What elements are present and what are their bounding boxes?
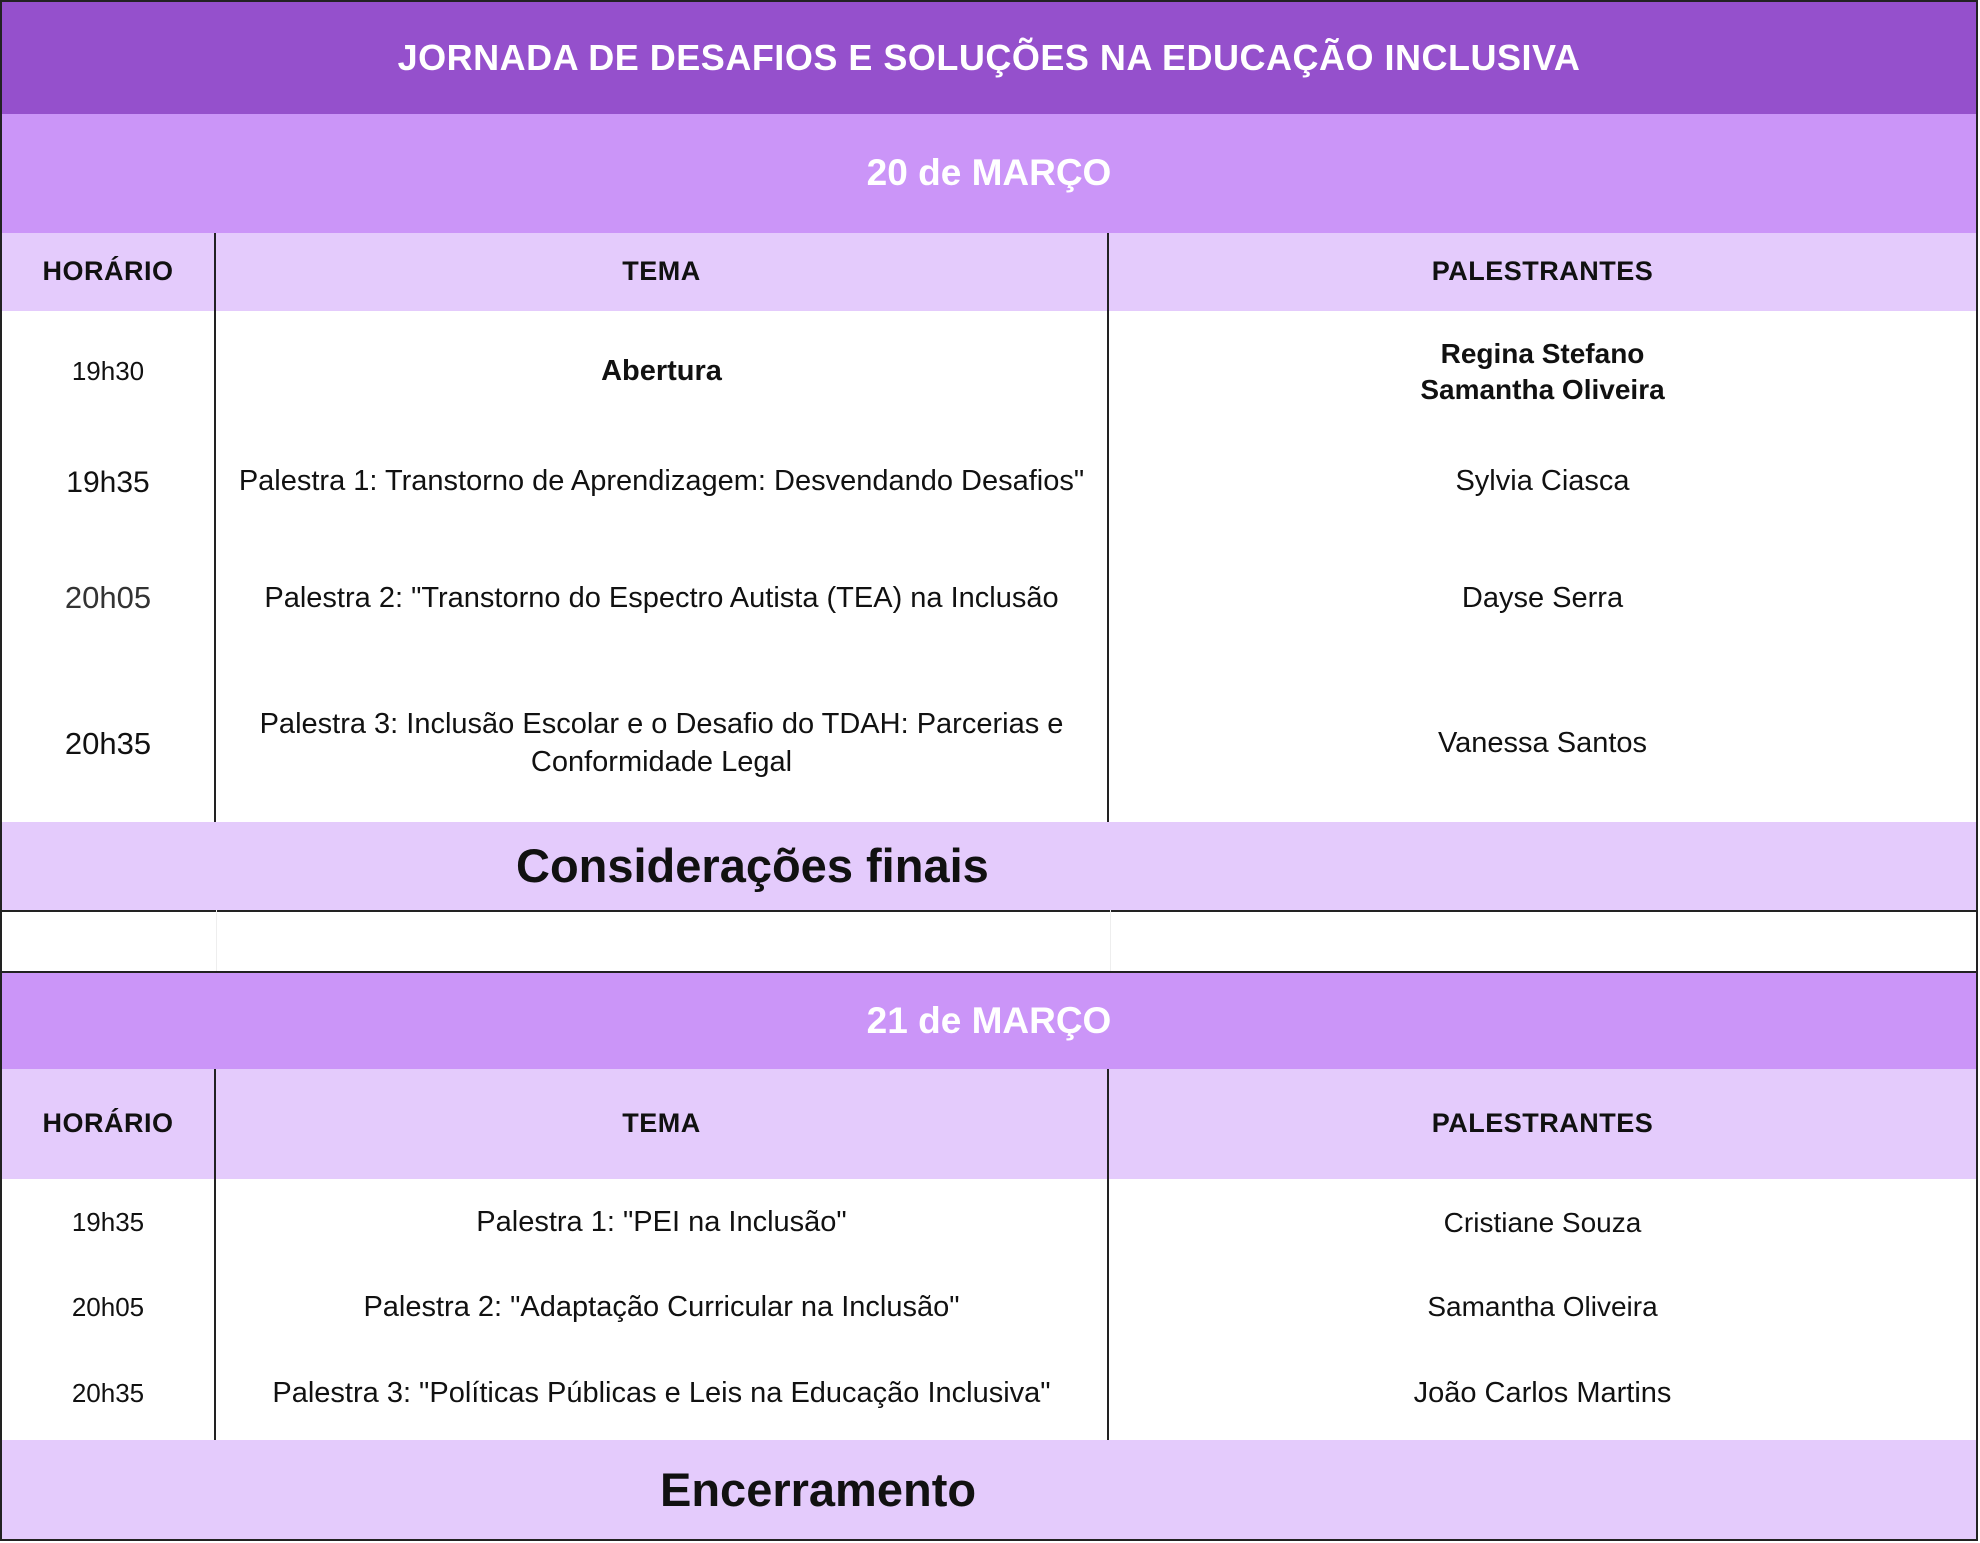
speakers-cell: Dayse Serra <box>1109 531 1976 666</box>
time-cell: 19h30 <box>2 311 216 433</box>
header-palestrantes: PALESTRANTES <box>1109 233 1976 311</box>
table-row <box>0 666 1978 824</box>
day-header-1 <box>0 114 1978 235</box>
spacer-row <box>0 910 1978 972</box>
time-cell: 20h05 <box>2 1267 216 1348</box>
table-row <box>0 1179 1978 1269</box>
tema-cell: Palestra 1: Transtorno de Aprendizagem: Desvendando Desafios" <box>216 433 1109 531</box>
time-cell: 20h35 <box>2 1348 216 1440</box>
spacer-cell <box>2 910 217 972</box>
speakers-cell: João Carlos Martins <box>1109 1348 1976 1440</box>
table-row <box>0 433 1978 533</box>
table-row <box>0 1348 1978 1442</box>
day-label: 20 de MARÇO <box>2 114 1976 233</box>
header-tema: TEMA <box>216 233 1109 311</box>
table-row <box>0 1267 1978 1350</box>
tema-cell: Palestra 2: "Transtorno do Espectro Autista (TEA) na Inclusão <box>216 531 1109 666</box>
speakers-cell: Vanessa Santos <box>1109 666 1976 822</box>
header-horario: HORÁRIO <box>2 233 216 311</box>
header-tema: TEMA <box>216 1069 1109 1179</box>
tema-cell: Palestra 3: Inclusão Escolar e o Desafio do TDAH: Parcerias e Conformidade Legal <box>216 666 1109 822</box>
closing-row-2 <box>0 1440 1978 1541</box>
title-banner <box>0 0 1978 116</box>
column-headers <box>0 1069 1978 1181</box>
closing-row-1 <box>0 822 1978 912</box>
speakers-cell <box>1109 311 1976 433</box>
column-headers <box>0 233 1978 313</box>
speaker-name: Regina Stefano <box>1440 337 1645 369</box>
speakers-cell: Sylvia Ciasca <box>1109 433 1976 531</box>
closing-label: Considerações finais <box>2 822 1976 910</box>
time-cell: 19h35 <box>2 1179 216 1267</box>
time-cell: 20h05 <box>2 531 216 666</box>
tema-cell: Palestra 3: "Políticas Públicas e Leis na Educação Inclusiva" <box>216 1348 1109 1440</box>
tema-cell: Palestra 1: "PEI na Inclusão" <box>216 1179 1109 1267</box>
day-label: 21 de MARÇO <box>2 973 1976 1069</box>
speakers-cell: Cristiane Souza <box>1109 1179 1976 1267</box>
tema-cell: Palestra 2: "Adaptação Curricular na Inclusão" <box>216 1267 1109 1348</box>
table-row <box>0 531 1978 668</box>
speaker-name: Samantha Oliveira <box>1420 374 1665 405</box>
time-cell: 20h35 <box>2 666 216 822</box>
time-cell: 19h35 <box>2 433 216 531</box>
tema-cell: Abertura <box>216 311 1109 433</box>
speakers-cell: Samantha Oliveira <box>1109 1267 1976 1348</box>
day-header-2 <box>0 971 1978 1071</box>
header-palestrantes: PALESTRANTES <box>1109 1069 1976 1179</box>
table-row <box>0 311 1978 435</box>
page-title: JORNADA DE DESAFIOS E SOLUÇÕES NA EDUCAÇÃO INCLUSIVA <box>2 2 1976 114</box>
header-horario: HORÁRIO <box>2 1069 216 1179</box>
spacer-cell <box>217 910 1111 972</box>
closing-label: Encerramento <box>2 1440 1976 1539</box>
